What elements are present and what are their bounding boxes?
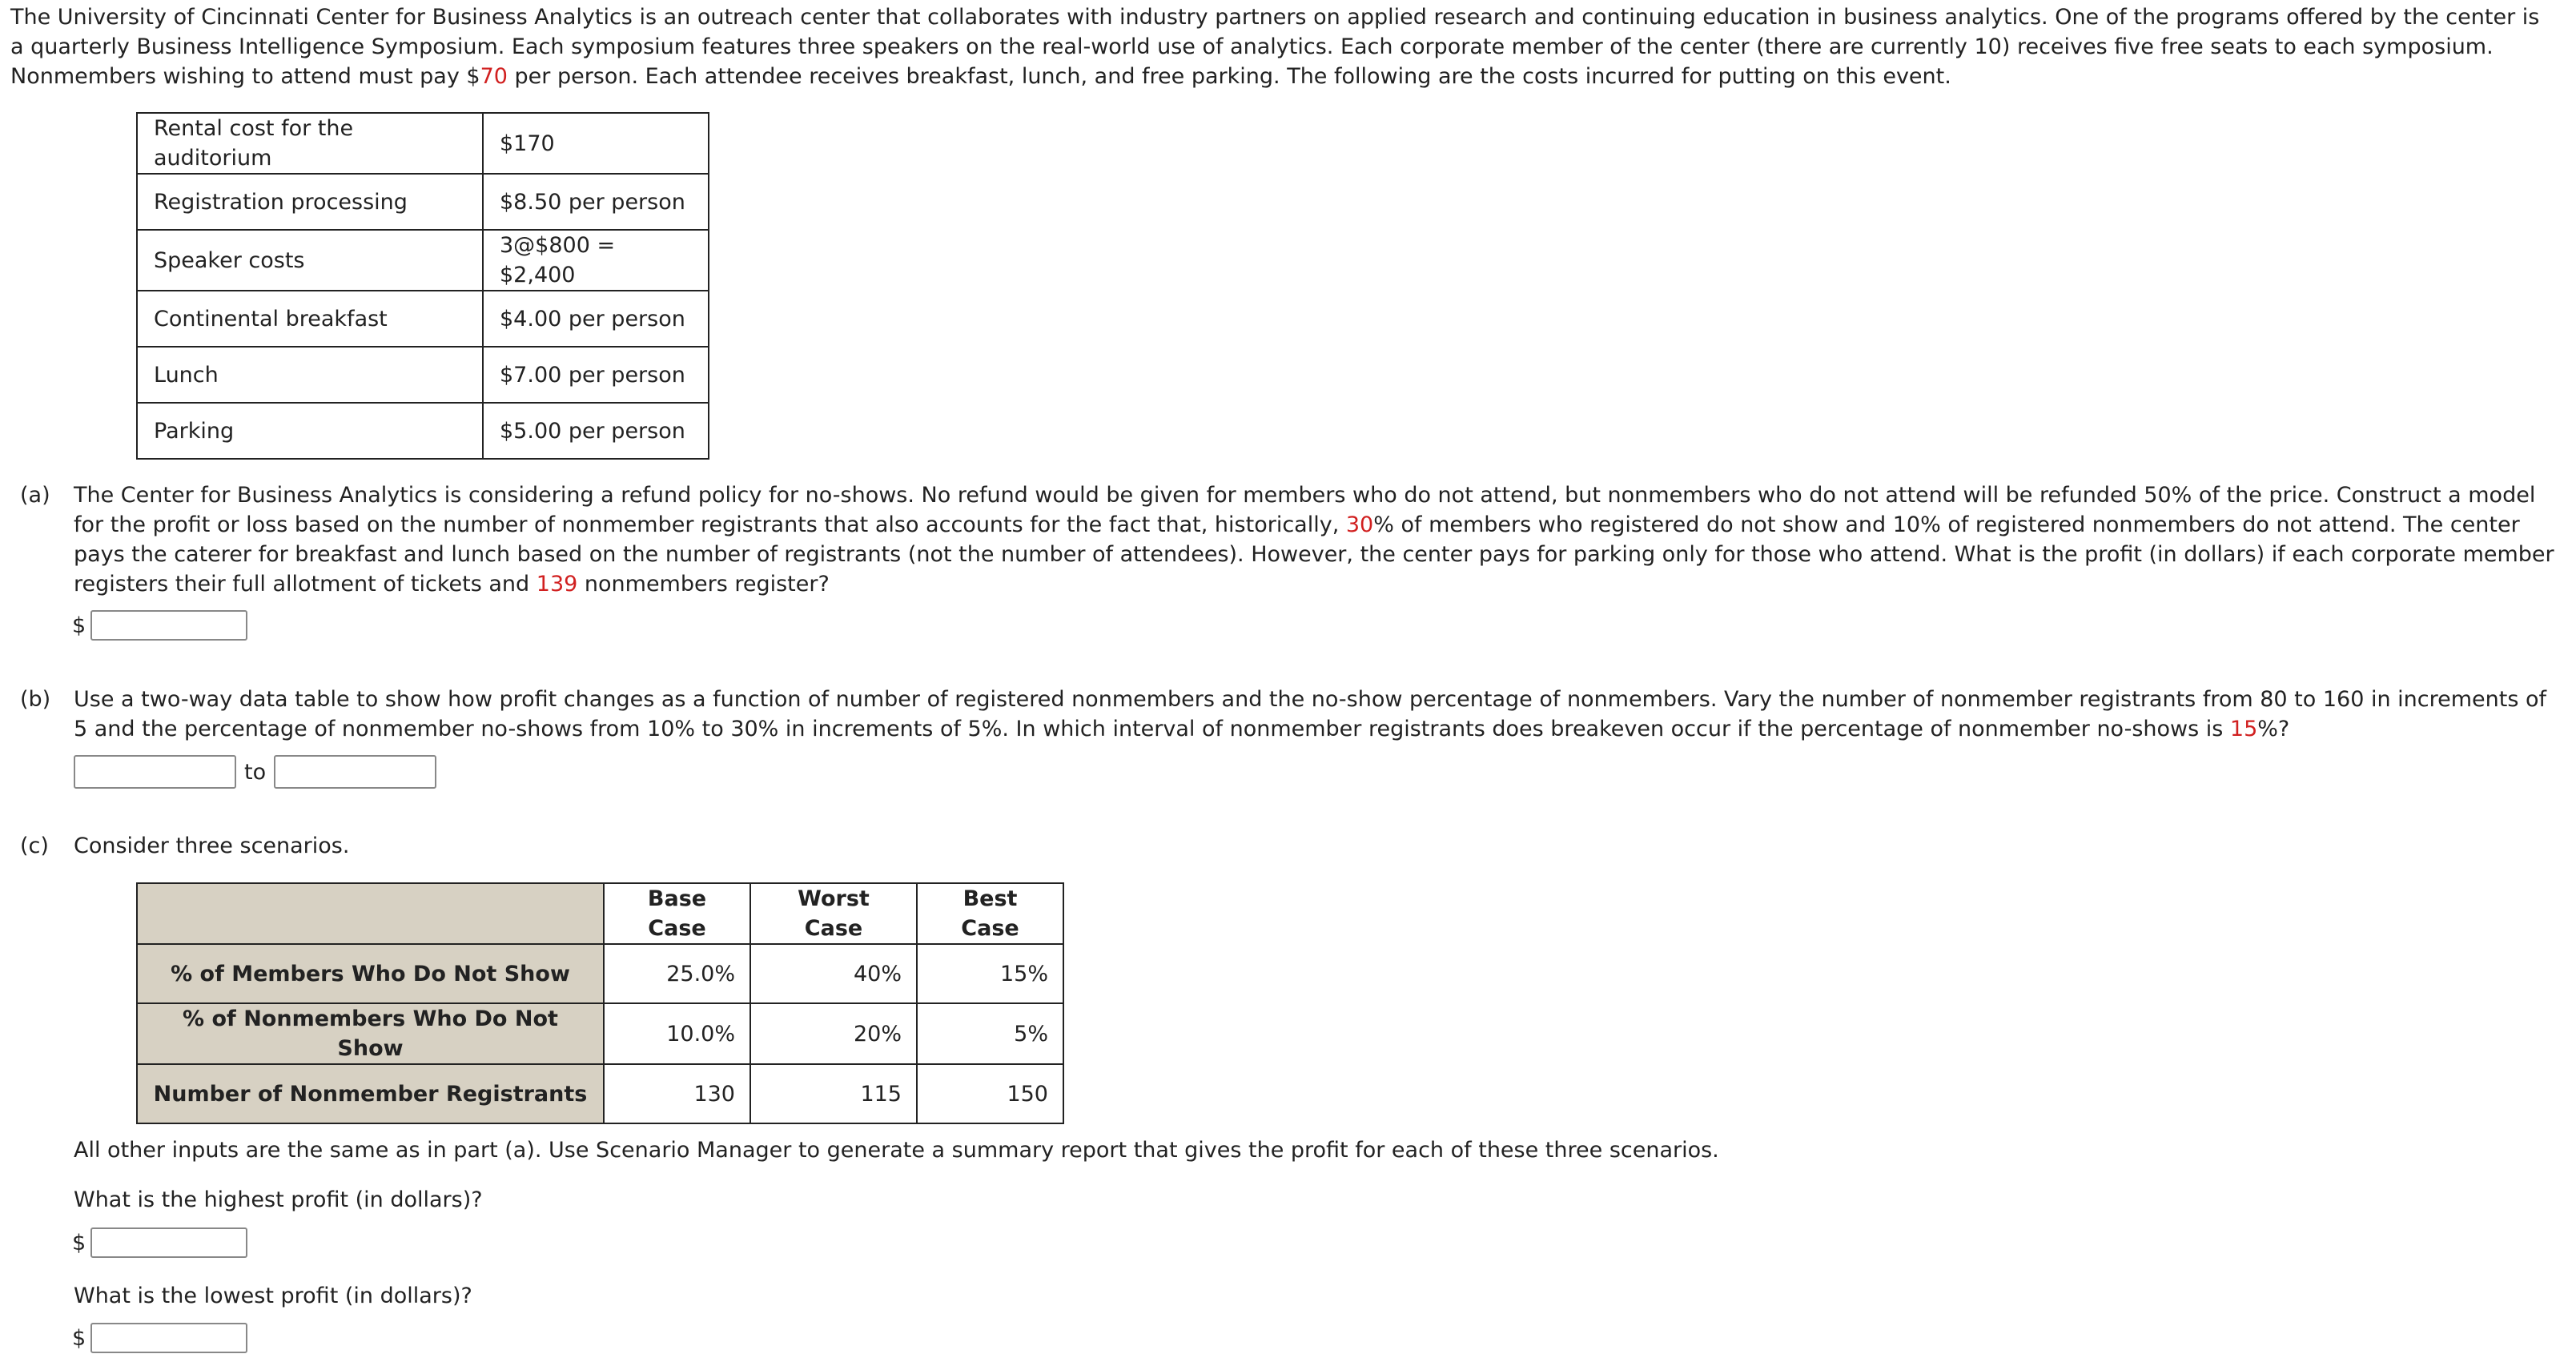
table-row: [137, 174, 709, 230]
cost-value: $5.00 per person: [483, 403, 709, 459]
cost-value: $7.00 per person: [483, 347, 709, 403]
part-a-answer-row: [72, 610, 247, 641]
nonmember-noshow-pct: 15: [2229, 717, 2258, 741]
cost-label: Continental breakfast: [137, 291, 483, 347]
table-row: [137, 347, 709, 403]
highest-profit-input[interactable]: [90, 1227, 247, 1258]
cost-label: Rental cost for the auditorium: [137, 113, 483, 174]
scenario-table: [136, 882, 1064, 1124]
cost-value: $4.00 per person: [483, 291, 709, 347]
lowest-profit-input[interactable]: [90, 1323, 247, 1353]
table-row: [137, 1064, 1063, 1123]
cell-value: 15%: [917, 944, 1063, 1003]
header-base-case: Base Case: [604, 883, 750, 944]
cost-value: 3@$800 = $2,400: [483, 230, 709, 291]
cell-value: 25.0%: [604, 944, 750, 1003]
cost-label: Speaker costs: [137, 230, 483, 291]
dollar-sign: $: [72, 613, 86, 638]
cell-value: 5%: [917, 1003, 1063, 1064]
table-header-row: [137, 883, 1063, 944]
lowest-profit-question: What is the lowest profit (in dollars)?: [74, 1284, 472, 1308]
table-row: [137, 403, 709, 459]
cost-value: $170: [483, 113, 709, 174]
header-worst-case: Worst Case: [750, 883, 917, 944]
cost-label: Registration processing: [137, 174, 483, 230]
lowest-profit-answer-row: [72, 1323, 247, 1353]
part-c-label: (c): [20, 834, 49, 858]
part-a-text-1: The Center for Business Analytics is considering a refund policy for no-shows. No refund would be given for members who do not attend, but nonmembers who do not attend will be refunded 50% of the price. Construct a model for the profit or loss based on the number of nonmember registrants that also accounts for the fact that, historically,: [74, 483, 2536, 537]
cost-label: Parking: [137, 403, 483, 459]
cost-value: $8.50 per person: [483, 174, 709, 230]
table-row: [137, 944, 1063, 1003]
row-label: % of Members Who Do Not Show: [137, 944, 604, 1003]
part-a-text-3: nonmembers register?: [577, 572, 830, 597]
scenario-note: All other inputs are the same as in part (a). Use Scenario Manager to generate a summary report that gives the profit for each of these three scenarios.: [74, 1138, 1719, 1163]
intro-paragraph: [10, 2, 2557, 91]
cell-value: 40%: [750, 944, 917, 1003]
part-b-text-2: %?: [2257, 717, 2290, 741]
part-b-answer-row: [74, 755, 436, 789]
table-row: [137, 291, 709, 347]
intro-text-1: The University of Cincinnati Center for Business Analytics is an outreach center that collaborates with industry partners on applied research and continuing education in business analytics. One of the programs offered by the center is a quarterly Business Intelligence Symposium. Each symposium features three speakers on the real-world use of analytics. Each corporate member of the center (there are currently 10) receives five free seats to each symposium. Nonmembers wishing to attend must pay $: [10, 5, 2540, 89]
part-a-question: [74, 480, 2556, 599]
dollar-sign: $: [72, 1325, 86, 1351]
cost-label: Lunch: [137, 347, 483, 403]
cell-value: 150: [917, 1064, 1063, 1123]
nonmember-count: 139: [536, 572, 578, 597]
header-best-case: Best Case: [917, 883, 1063, 944]
cell-value: 130: [604, 1064, 750, 1123]
member-noshow-pct: 30: [1345, 512, 1374, 537]
table-row: [137, 113, 709, 174]
header-blank-cell: [137, 883, 604, 944]
part-b-question: [74, 685, 2556, 744]
table-row: [137, 1003, 1063, 1064]
interval-upper-input[interactable]: [274, 755, 436, 789]
part-a-text-2: % of members who registered do not show and 10% of registered nonmembers do not attend. The center pays the caterer for breakfast and lunch based on the number of registrants (not the number of attendees). However, the center pays for parking only for those who attend. What is the profit (in dollars) if each corporate member registers their full allotment of tickets and: [74, 512, 2554, 597]
part-b-text-1: Use a two-way data table to show how profit changes as a function of number of registered nonmembers and the no-show percentage of nonmembers. Vary the number of nonmember registrants from 80 to 160 in increments of 5 and the percentage of nonmember no-shows from 10% to 30% in increments of 5%. In which interval of nonmember registrants does breakeven occur if the percentage of nonmember no-shows is: [74, 687, 2547, 741]
cell-value: 20%: [750, 1003, 917, 1064]
part-c-intro: Consider three scenarios.: [74, 834, 350, 858]
part-a-profit-input[interactable]: [90, 610, 247, 641]
row-label: % of Nonmembers Who Do Not Show: [137, 1003, 604, 1064]
dollar-sign: $: [72, 1230, 86, 1256]
intro-text-2: per person. Each attendee receives breakfast, lunch, and free parking. The following are the costs incurred for putting on this event.: [507, 64, 1951, 89]
to-label: to: [244, 759, 267, 785]
nonmember-price: 70: [480, 64, 508, 89]
cell-value: 10.0%: [604, 1003, 750, 1064]
highest-profit-question: What is the highest profit (in dollars)?: [74, 1187, 483, 1212]
table-row: [137, 230, 709, 291]
interval-lower-input[interactable]: [74, 755, 236, 789]
highest-profit-answer-row: [72, 1227, 247, 1258]
part-b-label: (b): [20, 687, 51, 712]
row-label: Number of Nonmember Registrants: [137, 1064, 604, 1123]
cost-table: [136, 112, 709, 460]
part-a-label: (a): [20, 483, 50, 508]
cell-value: 115: [750, 1064, 917, 1123]
